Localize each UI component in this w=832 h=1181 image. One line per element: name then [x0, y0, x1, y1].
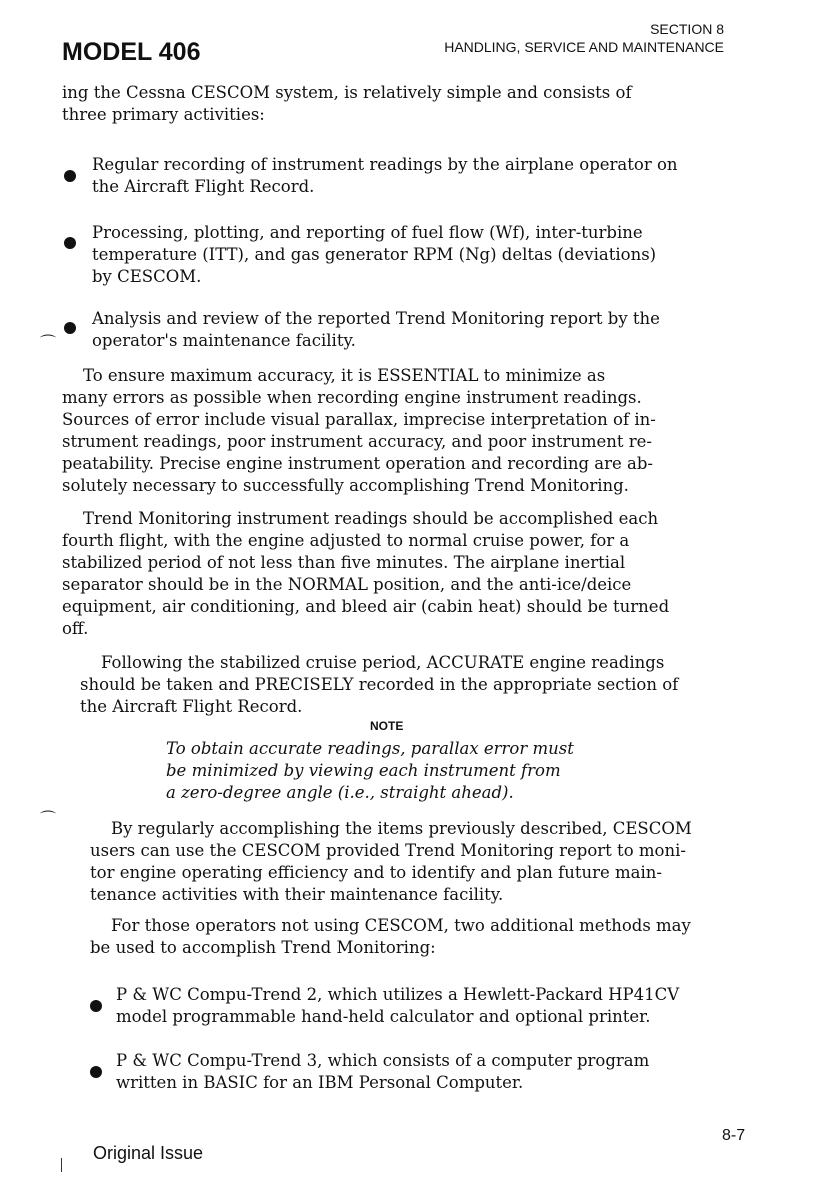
text-line: Sources of error include visual parallax, imprecise interpretation of in- [62, 410, 656, 429]
text-line: stabilized period of not less than five minutes. The airplane inertial [62, 553, 626, 572]
paragraph [62, 365, 656, 497]
text-line: To obtain accurate readings, parallax error must [166, 739, 574, 758]
text-line: tor engine operating efficiency and to identify and plan future main- [90, 863, 662, 882]
text-line: solutely necessary to successfully accomplishing Trend Monitoring. [62, 476, 629, 495]
bullet-item [116, 984, 679, 1028]
bullet-item [116, 1050, 649, 1094]
text-line: model programmable hand-held calculator and optional printer. [116, 1007, 651, 1026]
text-line: written in BASIC for an IBM Personal Computer. [116, 1073, 524, 1092]
intro-paragraph [62, 82, 632, 126]
text-line: should be taken and PRECISELY recorded in the appropriate section of [80, 675, 679, 694]
text-line: be minimized by viewing each instrument from [166, 761, 561, 780]
margin-rule [61, 1158, 62, 1172]
text-line: strument readings, poor instrument accuracy, and poor instrument re- [62, 432, 653, 451]
margin-mark: ⌒ [40, 809, 57, 828]
bullet-item [92, 222, 656, 288]
paragraph [90, 915, 691, 959]
bullet-icon [64, 322, 76, 334]
text-line: tenance activities with their maintenance facility. [90, 885, 504, 904]
margin-mark: ⌒ [40, 333, 57, 352]
bullet-item [92, 154, 678, 198]
page-number: 8-7 [722, 1127, 746, 1144]
text-line: equipment, air conditioning, and bleed air (cabin heat) should be turned [62, 597, 670, 616]
text-line: P & WC Compu-Trend 3, which consists of a computer program [116, 1051, 650, 1070]
text-line: a zero-degree angle (i.e., straight ahead). [166, 783, 514, 802]
model-title: MODEL 406 [62, 38, 201, 66]
text-line: To ensure maximum accuracy, it is ESSENTIAL to minimize as [62, 366, 606, 385]
text-line: separator should be in the NORMAL position, and the anti-ice/deice [62, 575, 632, 594]
text-line: ing the Cessna CESCOM system, is relatively simple and consists of [62, 83, 632, 102]
text-line: by CESCOM. [92, 267, 202, 286]
text-line: temperature (ITT), and gas generator RPM (Ng) deltas (deviations) [92, 245, 657, 264]
text-line: Regular recording of instrument readings by the airplane operator on [92, 155, 678, 174]
text-line: the Aircraft Flight Record. [80, 697, 303, 716]
text-line: For those operators not using CESCOM, two additional methods may [90, 916, 691, 935]
section-number: SECTION 8 [650, 21, 724, 37]
text-line: the Aircraft Flight Record. [92, 177, 315, 196]
text-line: Analysis and review of the reported Trend Monitoring report by the [92, 309, 660, 328]
bullet-icon [64, 237, 76, 249]
text-line: three primary activities: [62, 105, 265, 124]
bullet-icon [90, 1000, 102, 1012]
text-line: Following the stabilized cruise period, ACCURATE engine readings [80, 653, 665, 672]
text-line: Trend Monitoring instrument readings should be accomplished each [62, 509, 659, 528]
note-text [166, 738, 574, 804]
paragraph [90, 818, 692, 906]
text-line: many errors as possible when recording engine instrument readings. [62, 388, 642, 407]
bullet-icon [90, 1066, 102, 1078]
text-line: P & WC Compu-Trend 2, which utilizes a Hewlett-Packard HP41CV [116, 985, 680, 1004]
text-line: Processing, plotting, and reporting of fuel flow (Wf), inter-turbine [92, 223, 643, 242]
text-line: peatability. Precise engine instrument operation and recording are ab- [62, 454, 653, 473]
section-header [444, 20, 724, 56]
footer-issue: Original Issue [93, 1143, 204, 1163]
text-line: By regularly accomplishing the items previously described, CESCOM [90, 819, 692, 838]
text-line: off. [62, 619, 89, 638]
text-line: users can use the CESCOM provided Trend Monitoring report to moni- [90, 841, 686, 860]
section-title: HANDLING, SERVICE AND MAINTENANCE [444, 39, 724, 55]
bullet-item [92, 308, 660, 352]
note-heading: NOTE [370, 719, 404, 733]
paragraph [80, 652, 678, 718]
text-line: fourth flight, with the engine adjusted to normal cruise power, for a [62, 531, 630, 550]
bullet-icon [64, 170, 76, 182]
paragraph [62, 508, 669, 640]
text-line: be used to accomplish Trend Monitoring: [90, 938, 436, 957]
text-line: operator's maintenance facility. [92, 331, 356, 350]
